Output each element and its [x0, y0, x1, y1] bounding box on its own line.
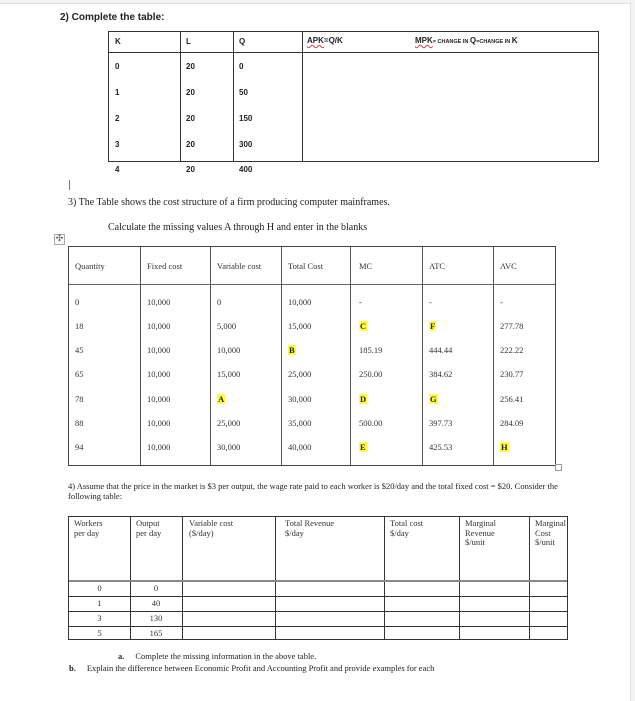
header-variable-cost: Variable cost — [217, 261, 262, 271]
question-2-title: 2) Complete the table: — [60, 12, 165, 23]
cell-avc: 230.77 — [500, 369, 524, 379]
row-divider — [69, 611, 567, 612]
cell-fixed-cost: 10,000 — [147, 297, 171, 307]
header-total-revenue: Total Revenue $/day — [285, 518, 335, 538]
cell-fixed-cost: 10,000 — [147, 345, 171, 355]
cell-mc — [359, 442, 367, 452]
cell-k: 1 — [115, 88, 120, 97]
production-table — [108, 31, 599, 174]
cell-q: 150 — [239, 114, 253, 123]
column-divider — [422, 247, 423, 465]
cell-atc: 384.62 — [429, 369, 453, 379]
cell-l: 20 — [186, 88, 195, 97]
header-quantity: Quantity — [75, 261, 105, 271]
column-divider — [384, 517, 385, 639]
cell-variable-cost: 30,000 — [217, 442, 241, 452]
blank-c: C — [360, 321, 367, 331]
cell-quantity: 65 — [75, 369, 84, 379]
cell-total-cost: 40,000 — [288, 442, 312, 452]
cell-quantity: 88 — [75, 418, 84, 428]
cell-total-cost: 30,000 — [288, 394, 312, 404]
cell-l: 20 — [186, 140, 195, 149]
cell-quantity: 18 — [75, 321, 84, 331]
header-avc: AVC — [500, 261, 517, 271]
question-3-title: 3) The Table shows the cost structure of a firm producing computer mainframes. — [68, 197, 390, 208]
question-4a: a. Complete the missing information in the above table. — [118, 651, 317, 661]
column-divider — [140, 247, 141, 465]
cell-k: 3 — [115, 140, 120, 149]
cell-fixed-cost: 10,000 — [147, 394, 171, 404]
header-output: Output per day — [136, 518, 162, 538]
cell-q: 400 — [239, 165, 253, 174]
cell-atc: 444.44 — [429, 345, 453, 355]
blank-e: E — [360, 442, 366, 452]
column-divider — [275, 517, 276, 639]
cell-variable-cost — [217, 394, 225, 404]
cell-workers: 3 — [97, 613, 102, 623]
column-divider — [302, 32, 303, 161]
header-divider — [69, 580, 567, 582]
cell-k: 2 — [115, 114, 120, 123]
cell-variable-cost: 5,000 — [217, 321, 237, 331]
cell-total-cost — [288, 345, 296, 355]
row-divider — [69, 596, 567, 597]
cell-avc: 284.09 — [500, 418, 524, 428]
table-resize-handle[interactable] — [555, 464, 562, 471]
cell-quantity: 94 — [75, 442, 84, 452]
cell-l: 20 — [186, 114, 195, 123]
cell-avc — [500, 442, 509, 452]
cell-workers: 0 — [97, 583, 102, 593]
cell-mc: 185.19 — [359, 345, 383, 355]
cell-avc: 222.22 — [500, 345, 524, 355]
cell-l: 20 — [186, 165, 195, 174]
cell-total-cost: 15,000 — [288, 321, 312, 331]
header-apk: APK=Q/K — [307, 36, 343, 45]
cell-output: 165 — [149, 628, 163, 638]
cell-avc: - — [500, 297, 503, 307]
cell-total-cost: 35,000 — [288, 418, 312, 428]
cell-atc: - — [429, 297, 432, 307]
blank-b: B — [289, 345, 295, 355]
blank-h: H — [501, 442, 508, 452]
header-atc: ATC — [429, 261, 446, 271]
question-4-text: 4) Assume that the price in the market is $3 per output, the wage rate paid to each worker is $20/day and the total fixed cost = $20. Consider the following table: — [68, 481, 558, 501]
cell-fixed-cost: 10,000 — [147, 369, 171, 379]
cell-variable-cost: 10,000 — [217, 345, 241, 355]
cell-q: 0 — [239, 62, 244, 71]
column-divider — [459, 517, 460, 639]
cell-variable-cost: 0 — [217, 297, 222, 307]
cell-total-cost: 25,000 — [288, 369, 312, 379]
question-3-subtitle: Calculate the missing values A through H and enter in the blanks — [108, 222, 368, 233]
column-divider — [281, 247, 282, 465]
cell-mc: 250.00 — [359, 369, 383, 379]
header-marginal-cost: Marginal Cost $/unit — [535, 518, 567, 547]
blank-d: D — [360, 394, 367, 404]
header-divider — [69, 284, 555, 285]
cell-atc — [429, 394, 438, 404]
cell-fixed-cost: 10,000 — [147, 442, 171, 452]
cell-mc: - — [359, 297, 362, 307]
cell-mc — [359, 321, 367, 331]
cell-fixed-cost: 10,000 — [147, 418, 171, 428]
cell-total-cost: 10,000 — [288, 297, 312, 307]
blank-a: A — [218, 394, 225, 404]
blank-f: F — [430, 321, 436, 331]
header-l: L — [186, 37, 191, 46]
document-page — [0, 3, 631, 701]
revenue-cost-table — [68, 516, 568, 640]
cost-structure-table — [68, 246, 556, 466]
cell-l: 20 — [186, 62, 195, 71]
cell-output: 40 — [151, 598, 161, 608]
cell-k: 0 — [115, 62, 120, 71]
header-mc: MC — [359, 261, 373, 271]
cell-fixed-cost: 10,000 — [147, 321, 171, 331]
cell-q: 300 — [239, 140, 253, 149]
header-marginal-revenue: Marginal Revenue $/unit — [465, 518, 497, 547]
cell-atc — [429, 321, 436, 331]
cell-quantity: 0 — [75, 297, 80, 307]
column-divider — [529, 517, 530, 639]
blank-g: G — [430, 394, 437, 404]
cell-workers: 5 — [97, 628, 102, 638]
cell-variable-cost: 25,000 — [217, 418, 241, 428]
column-divider — [233, 32, 234, 161]
cell-k: 4 — [115, 165, 120, 174]
text-cursor — [69, 180, 70, 190]
column-divider — [350, 247, 351, 465]
cell-quantity: 45 — [75, 345, 84, 355]
cell-q: 50 — [239, 88, 248, 97]
header-workers: Workers per day — [74, 518, 103, 538]
header-variable-cost: Variable cost ($/day) — [189, 518, 234, 538]
column-divider — [210, 247, 211, 465]
header-divider — [109, 52, 598, 53]
column-divider — [182, 517, 183, 639]
header-total-cost: Total Cost — [288, 261, 324, 271]
cell-mc: 500.00 — [359, 418, 383, 428]
column-divider — [180, 32, 181, 161]
question-4b: b. Explain the difference between Economic Profit and Accounting Profit and provide examples for each — [69, 663, 435, 673]
cell-output: 0 — [153, 583, 159, 593]
header-q: Q — [239, 37, 246, 46]
header-total-cost: Total cost $/day — [390, 518, 424, 538]
cell-quantity: 78 — [75, 394, 84, 404]
cell-avc: 256.41 — [500, 394, 524, 404]
header-fixed-cost: Fixed cost — [147, 261, 183, 271]
cell-output: 130 — [149, 613, 163, 623]
cell-workers: 1 — [97, 598, 102, 608]
cell-avc: 277.78 — [500, 321, 524, 331]
row-divider — [69, 626, 567, 627]
cell-atc: 425.53 — [429, 442, 453, 452]
cell-atc: 397.73 — [429, 418, 453, 428]
header-mpk: MPK= CHANGE IN Q=CHANGE IN K — [415, 36, 518, 45]
column-divider — [493, 247, 494, 465]
table-move-handle-icon[interactable]: ✣ — [55, 234, 64, 244]
cell-mc — [359, 394, 367, 404]
header-k: K — [115, 37, 121, 46]
cell-variable-cost: 15,000 — [217, 369, 241, 379]
